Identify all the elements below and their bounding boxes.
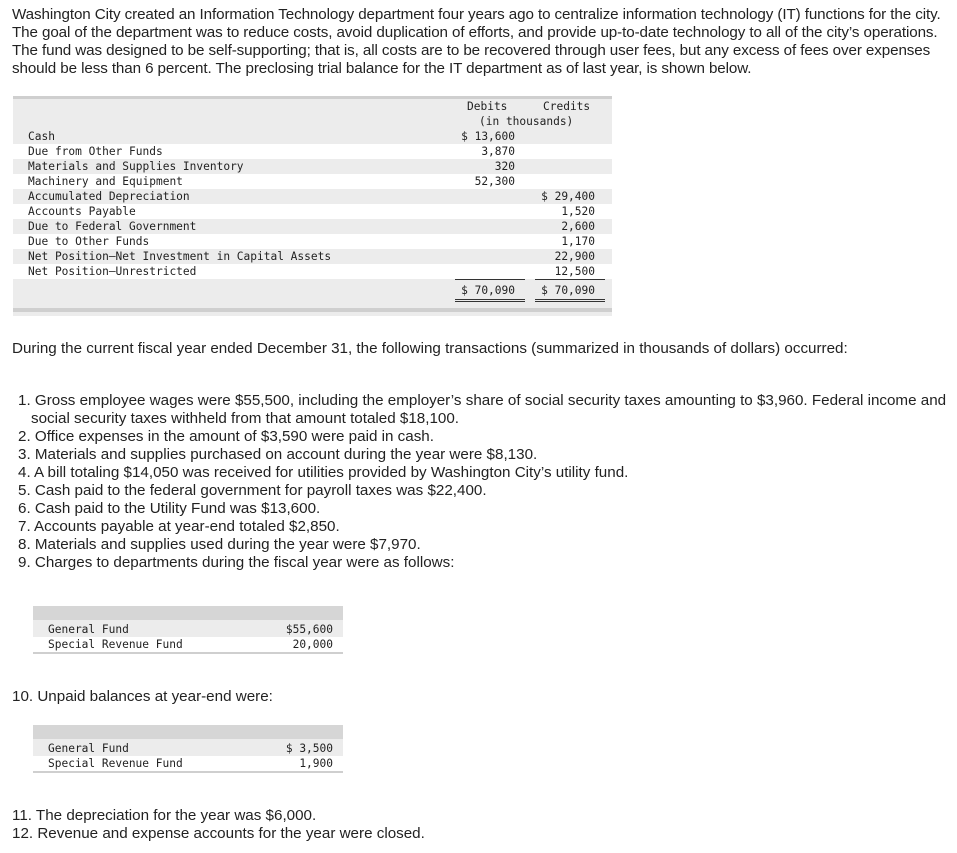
table-row — [33, 637, 343, 652]
fund-label: Special Revenue Fund — [48, 757, 183, 770]
table-top-rule — [33, 725, 343, 739]
list-item: 2. Office expenses in the amount of $3,590 were paid in cash. — [18, 428, 434, 445]
table-row — [33, 756, 343, 771]
credit-value: 2,600 — [561, 220, 595, 233]
units-header: (in thousands) — [479, 115, 574, 128]
debit-value: 52,300 — [474, 175, 515, 188]
table-bottom-rule — [33, 771, 343, 773]
intro-paragraph: Washington City created an Information Technology department four years ago to centralize information technology (IT) functions for the city. The goal of the department was to reduce costs, avoid duplication of efforts, and provide up-to-date technology to all of the city’s operations. The fund was designed to be self-supporting; that is, all costs are to be recovered through user fees, but any excess of fees over expenses should be less than 6 percent. The preclosing trial balance for the IT department as of last year, is shown below. — [12, 6, 941, 77]
list-item: 1. Gross employee wages were $55,500, including the employer’s share of social security taxes amounting to $3,960. Federal income and social security taxes withheld from that amount totaled $18,100. — [18, 392, 947, 427]
table-row — [13, 204, 612, 219]
debit-double-rule-2 — [455, 301, 525, 302]
credit-value: 12,500 — [554, 265, 595, 278]
list-item: 5. Cash paid to the federal government for payroll taxes was $22,400. — [18, 482, 487, 499]
account-label: Cash — [28, 130, 55, 143]
item-12: 12. Revenue and expense accounts for the year were closed. — [12, 825, 425, 842]
list-item: 9. Charges to departments during the fiscal year were as follows: — [18, 554, 455, 571]
debit-double-rule-1 — [455, 299, 525, 300]
item-10: 10. Unpaid balances at year-end were: — [12, 688, 273, 705]
table-top-rule — [13, 96, 612, 99]
total-debit: $ 70,090 — [461, 284, 515, 297]
account-label: Due to Federal Government — [28, 220, 197, 233]
table-row — [13, 159, 612, 174]
debits-header: Debits — [467, 100, 508, 113]
account-label: Materials and Supplies Inventory — [28, 160, 244, 173]
charge-value: 20,000 — [292, 638, 333, 651]
charge-value: $55,600 — [285, 623, 333, 636]
table-row — [13, 129, 612, 144]
debit-value: 3,870 — [481, 145, 515, 158]
table-row — [13, 249, 612, 264]
unpaid-value: $ 3,500 — [285, 742, 333, 755]
list-item: 8. Materials and supplies used during the year were $7,970. — [18, 536, 421, 553]
transactions-intro: During the current fiscal year ended December 31, the following transactions (summarized in thousands of dollars) occurred: — [12, 340, 848, 357]
fund-label: General Fund — [48, 742, 129, 755]
debit-total-rule — [455, 279, 525, 280]
credit-value: $ 29,400 — [541, 190, 595, 203]
debit-value: $ 13,600 — [461, 130, 515, 143]
table-row — [13, 219, 612, 234]
unpaid-value: 1,900 — [299, 757, 333, 770]
transactions-list — [18, 392, 953, 572]
list-item: 7. Accounts payable at year-end totaled $2,850. — [18, 518, 340, 535]
credit-value: 22,900 — [554, 250, 595, 263]
table-bottom-rule — [13, 308, 612, 312]
trial-balance-table — [13, 96, 612, 316]
account-label: Net Position—Unrestricted — [28, 265, 197, 278]
account-label: Net Position—Net Investment in Capital Assets — [28, 250, 332, 263]
credit-value: 1,520 — [561, 205, 595, 218]
account-label: Accounts Payable — [28, 205, 136, 218]
account-label: Due to Other Funds — [28, 235, 150, 248]
list-item: 3. Materials and supplies purchased on account during the year were $8,130. — [18, 446, 538, 463]
fund-label: Special Revenue Fund — [48, 638, 183, 651]
table-row — [13, 144, 612, 159]
table-row — [13, 174, 612, 189]
credit-total-rule — [535, 279, 605, 280]
credits-header: Credits — [543, 100, 591, 113]
list-item: 6. Cash paid to the Utility Fund was $13,600. — [18, 500, 321, 517]
fund-label: General Fund — [48, 623, 129, 636]
item-11: 11. The depreciation for the year was $6,000. — [12, 807, 317, 824]
account-label: Machinery and Equipment — [28, 175, 183, 188]
unpaid-table — [33, 725, 343, 773]
totals-row — [13, 283, 612, 298]
credit-double-rule-2 — [535, 301, 605, 302]
total-credit: $ 70,090 — [541, 284, 595, 297]
credit-value: 1,170 — [561, 235, 595, 248]
table-row — [13, 264, 612, 279]
account-label: Due from Other Funds — [28, 145, 163, 158]
debit-value: 320 — [494, 160, 515, 173]
table-top-rule — [33, 606, 343, 620]
table-row — [33, 741, 343, 756]
table-row — [13, 189, 612, 204]
table-row — [13, 234, 612, 249]
table-row — [33, 622, 343, 637]
account-label: Accumulated Depreciation — [28, 190, 190, 203]
credit-double-rule-1 — [535, 299, 605, 300]
charges-table — [33, 606, 343, 654]
table-bottom-rule — [33, 652, 343, 654]
list-item: 4. A bill totaling $14,050 was received for utilities provided by Washington City’s utility fund. — [18, 464, 629, 481]
